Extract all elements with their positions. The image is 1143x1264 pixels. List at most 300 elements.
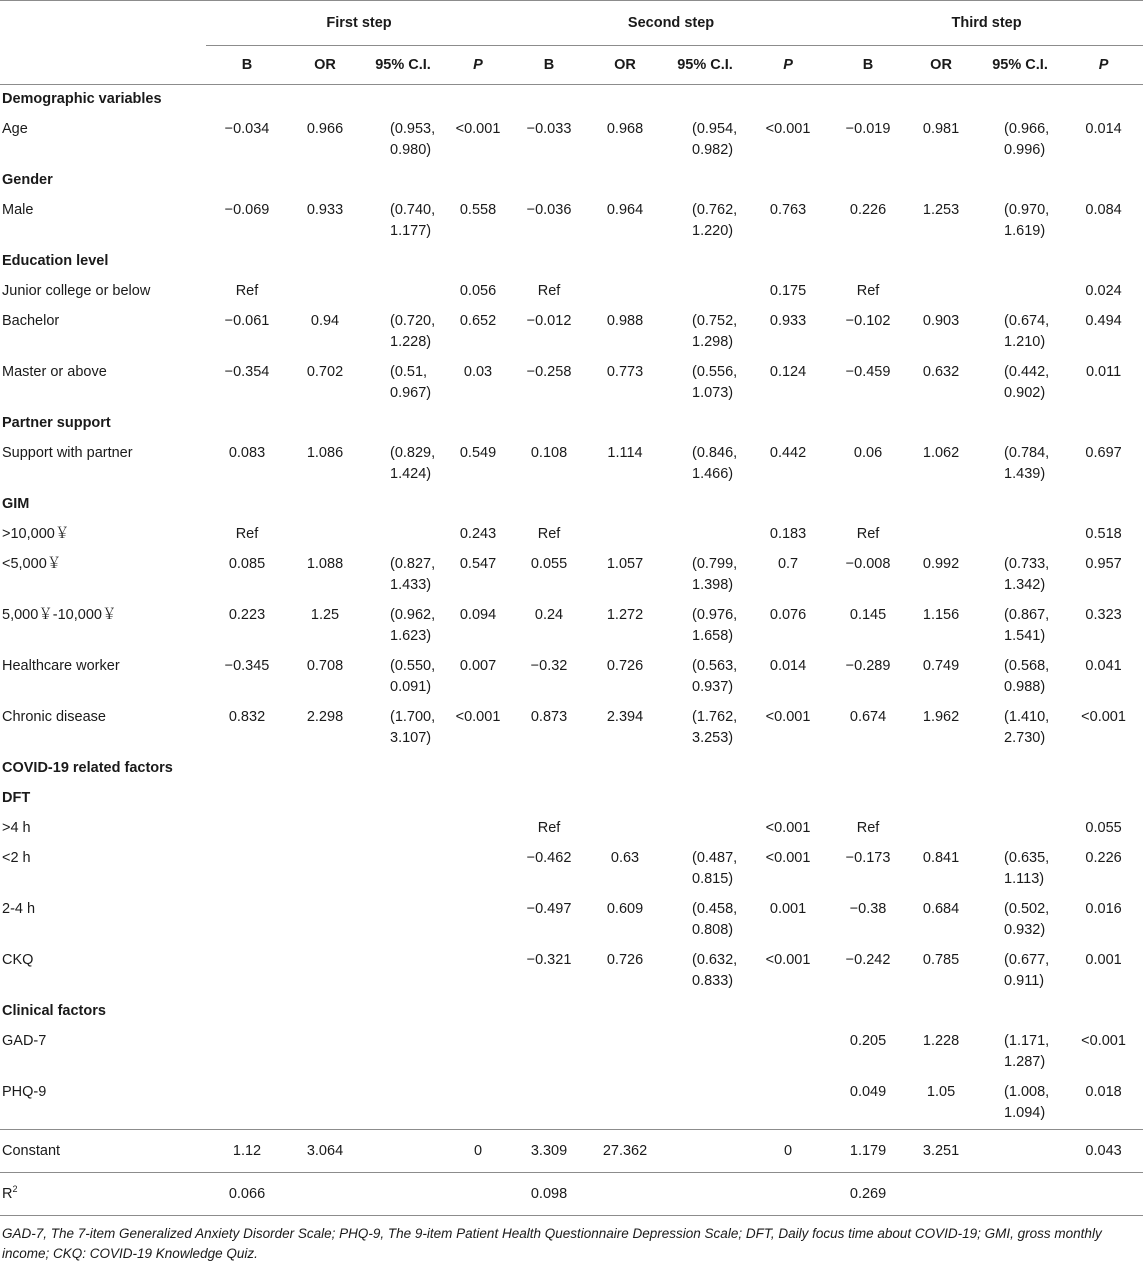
cell-ci — [976, 946, 1064, 997]
cell-ci — [362, 601, 444, 652]
cell-ci — [362, 844, 444, 895]
cell-p — [746, 1078, 830, 1130]
ci-upper: 0.937) — [692, 679, 734, 695]
cell-ci — [976, 1078, 1064, 1130]
cell-b — [206, 895, 288, 946]
row-label: >4 h — [2, 820, 31, 836]
col-header-or: OR — [288, 46, 362, 85]
row-label: CKQ — [2, 952, 34, 968]
ci-lower: (0.827, — [390, 556, 436, 572]
ci-upper: 1.177) — [390, 223, 432, 239]
cell-b: 0.226 — [849, 202, 887, 218]
cell-r-squared: 0.066 — [206, 1173, 288, 1216]
cell-or: 1.114 — [607, 445, 643, 461]
cell-or — [288, 1078, 362, 1130]
cell-ci — [976, 307, 1064, 358]
cell-p: 0.558 — [459, 202, 497, 218]
ci-upper: 3.253) — [692, 730, 734, 746]
corner-cell — [0, 1, 206, 46]
cell-or — [288, 844, 362, 895]
cell-or: 0.988 — [606, 313, 644, 329]
ci-lower: (0.846, — [692, 445, 738, 461]
cell-ci — [362, 358, 444, 409]
ci-lower: (0.799, — [692, 556, 738, 572]
cell-p: 0.007 — [459, 658, 497, 674]
ci-lower: (0.966, — [1004, 121, 1050, 137]
col-header-p: P — [1064, 46, 1143, 85]
cell-b: 1.179 — [830, 1130, 906, 1173]
cell-or: 3.251 — [906, 1130, 976, 1173]
ci-upper: 1.220) — [692, 223, 734, 239]
cell-or — [288, 895, 362, 946]
step-header-row — [0, 1, 1143, 46]
cell-or: 1.962 — [922, 709, 960, 725]
ci-upper: 1.424) — [390, 466, 432, 482]
cell-p: <0.001 — [765, 952, 811, 968]
cell-or — [288, 277, 362, 307]
cell-p — [444, 814, 512, 844]
row-label: Healthcare worker — [2, 658, 120, 674]
ci-lower: (0.762, — [692, 202, 738, 218]
cell-b: 0.108 — [530, 445, 568, 461]
cell-b: 0.055 — [530, 556, 568, 572]
cell-ci — [664, 196, 746, 247]
cell-ci — [976, 703, 1064, 754]
cell-b: −0.012 — [526, 313, 572, 329]
ci-upper: 1.619) — [1004, 223, 1046, 239]
section-heading: Partner support — [2, 415, 111, 431]
cell-ci — [976, 814, 1064, 844]
cell-ci — [664, 520, 746, 550]
cell-p: 0.014 — [1085, 121, 1122, 137]
cell-or: 0.726 — [606, 952, 644, 968]
column-header-row — [0, 46, 1143, 85]
ci-upper: 1.342) — [1004, 577, 1046, 593]
row-label: Chronic disease — [2, 709, 106, 725]
col-header-or: OR — [906, 46, 976, 85]
ci-lower: (0.677, — [1004, 952, 1050, 968]
table-row — [0, 601, 1143, 652]
ci-lower: (1.700, — [390, 709, 436, 725]
cell-b: 0.049 — [849, 1084, 887, 1100]
section-row — [0, 247, 1143, 277]
cell-b: Ref — [856, 526, 880, 542]
cell-or: 0.749 — [922, 658, 960, 674]
cell-b: Ref — [537, 283, 561, 299]
table-row — [0, 946, 1143, 997]
cell-p: 0.076 — [769, 607, 807, 623]
cell-ci — [362, 307, 444, 358]
ci-upper: 1.658) — [692, 628, 734, 644]
cell-p: 0.001 — [1085, 952, 1122, 968]
cell-ci — [362, 1130, 444, 1173]
cell-or: 1.272 — [606, 607, 644, 623]
cell-or: 0.684 — [922, 901, 960, 917]
cell-ci — [664, 895, 746, 946]
row-label: Constant — [0, 1130, 206, 1173]
cell-p: 0.763 — [769, 202, 807, 218]
cell-b — [206, 1078, 288, 1130]
cell-b: 0.083 — [228, 445, 266, 461]
cell-or — [586, 1027, 664, 1078]
section-row — [0, 997, 1143, 1027]
cell-ci — [976, 277, 1064, 307]
ci-upper: 1.466) — [692, 466, 734, 482]
cell-b: −0.354 — [224, 364, 270, 380]
table-row — [0, 358, 1143, 409]
cell-or: 0.968 — [606, 121, 644, 137]
cell-or: 0.785 — [922, 952, 960, 968]
ci-upper: 0.980) — [390, 142, 432, 158]
r-squared-row — [0, 1173, 1143, 1216]
cell-b: −0.462 — [526, 850, 572, 866]
cell-p: 0.957 — [1085, 556, 1122, 572]
section-row — [0, 166, 1143, 196]
row-label: Support with partner — [2, 445, 133, 461]
row-label: Bachelor — [2, 313, 60, 329]
col-header-ci: 95% C.I. — [362, 46, 444, 85]
cell-ci — [976, 550, 1064, 601]
cell-p: 0.001 — [769, 901, 807, 917]
table-row — [0, 439, 1143, 490]
ci-lower: (0.568, — [1004, 658, 1050, 674]
cell-or: 1.228 — [922, 1033, 960, 1049]
section-heading: Education level — [2, 253, 109, 269]
cell-or: 3.064 — [288, 1130, 362, 1173]
ci-lower: (0.51, — [390, 364, 428, 380]
cell-b: 0.145 — [849, 607, 887, 623]
row-label: PHQ-9 — [2, 1084, 47, 1100]
cell-or: 0.726 — [606, 658, 644, 674]
cell-b: 0.085 — [228, 556, 266, 572]
cell-ci — [976, 895, 1064, 946]
table-row — [0, 652, 1143, 703]
cell-or: 0.964 — [606, 202, 644, 218]
cell-p: 0.014 — [769, 658, 807, 674]
cell-or: 1.062 — [922, 445, 960, 461]
ci-upper: 1.113) — [1004, 871, 1045, 887]
ci-upper: 0.902) — [1004, 385, 1046, 401]
cell-p: 0.175 — [769, 283, 807, 299]
ci-lower: (0.442, — [1004, 364, 1050, 380]
cell-ci — [664, 601, 746, 652]
cell-or: 1.057 — [606, 556, 644, 572]
cell-p: 0.041 — [1085, 658, 1122, 674]
row-label: 2-4 h — [2, 901, 36, 917]
cell-or: 0.966 — [306, 121, 344, 137]
cell-p: 0.055 — [1085, 820, 1122, 836]
cell-b — [206, 844, 288, 895]
ci-lower: (0.502, — [1004, 901, 1050, 917]
cell-b: −0.033 — [526, 121, 572, 137]
cell-p: 0.018 — [1085, 1084, 1122, 1100]
cell-ci — [362, 1027, 444, 1078]
cell-ci — [664, 1027, 746, 1078]
cell-p: 0.697 — [1085, 445, 1122, 461]
cell-ci — [664, 439, 746, 490]
ci-upper: 0.988) — [1004, 679, 1046, 695]
cell-ci — [362, 652, 444, 703]
ci-upper: 1.439) — [1004, 466, 1046, 482]
ci-upper: 1.398) — [692, 577, 734, 593]
cell-p: 0.226 — [1085, 850, 1122, 866]
cell-p: 0.024 — [1085, 283, 1122, 299]
cell-b: −0.321 — [526, 952, 572, 968]
table-row — [0, 307, 1143, 358]
cell-or: 0.933 — [306, 202, 344, 218]
row-label: <2 h — [2, 850, 31, 866]
cell-p: 0.03 — [463, 364, 493, 380]
ci-lower: (0.976, — [692, 607, 738, 623]
ci-upper: 1.541) — [1004, 628, 1046, 644]
ci-lower: (0.829, — [390, 445, 436, 461]
cell-ci — [976, 439, 1064, 490]
cell-ci — [664, 115, 746, 166]
table-row — [0, 277, 1143, 307]
ci-lower: (0.962, — [390, 607, 436, 623]
cell-or: 2.298 — [306, 709, 344, 725]
cell-or — [906, 814, 976, 844]
ci-upper: 1.433) — [390, 577, 432, 593]
cell-or: 2.394 — [606, 709, 644, 725]
cell-b: Ref — [537, 820, 561, 836]
cell-or: 0.708 — [306, 658, 344, 674]
row-label: Junior college or below — [2, 283, 151, 299]
ci-lower: (0.556, — [692, 364, 738, 380]
ci-upper: 0.808) — [692, 922, 734, 938]
ci-lower: (0.953, — [390, 121, 436, 137]
ci-upper: 3.107) — [390, 730, 432, 746]
cell-b — [206, 946, 288, 997]
cell-ci — [362, 520, 444, 550]
ci-upper: 0.932) — [1004, 922, 1046, 938]
table-footnote: GAD-7, The 7-item Generalized Anxiety Disorder Scale; PHQ-9, The 9-item Patient Health Questionnaire Depression Scale; DFT, Daily focus time about COVID-19; GMI, gross monthly income; CKQ: COVID-19 Knowledge Quiz. — [2, 1226, 1102, 1261]
section-heading: Demographic variables — [2, 91, 162, 107]
cell-or: 0.94 — [310, 313, 340, 329]
cell-b: 0.06 — [853, 445, 883, 461]
section-heading: Gender — [2, 172, 53, 188]
cell-ci — [362, 946, 444, 997]
cell-or: 0.903 — [922, 313, 960, 329]
cell-or: 1.25 — [310, 607, 340, 623]
cell-ci — [976, 1130, 1064, 1173]
ci-lower: (0.674, — [1004, 313, 1050, 329]
section-heading: COVID-19 related factors — [2, 760, 173, 776]
cell-p: <0.001 — [765, 709, 811, 725]
ci-lower: (0.867, — [1004, 607, 1050, 623]
cell-b: −0.242 — [845, 952, 891, 968]
col-header-b: B — [512, 46, 586, 85]
cell-ci — [664, 550, 746, 601]
ci-lower: (1.410, — [1004, 709, 1050, 725]
table-body — [0, 85, 1143, 1216]
ci-upper: 0.091) — [390, 679, 432, 695]
cell-ci — [664, 1078, 746, 1130]
cell-ci — [664, 1130, 746, 1173]
cell-b: Ref — [856, 283, 880, 299]
cell-p: 0 — [444, 1130, 512, 1173]
row-label: Master or above — [2, 364, 107, 380]
cell-b: 0.873 — [530, 709, 568, 725]
cell-b: Ref — [537, 526, 561, 542]
cell-p: 0.011 — [1085, 364, 1122, 380]
ci-upper: 2.730) — [1004, 730, 1046, 746]
cell-b: 0.674 — [849, 709, 887, 725]
table-row — [0, 115, 1143, 166]
cell-ci — [664, 844, 746, 895]
cell-ci — [976, 115, 1064, 166]
ci-upper: 1.094) — [1004, 1105, 1046, 1121]
row-label: 5,000￥-10,000￥ — [2, 607, 117, 623]
col-header-or: OR — [586, 46, 664, 85]
cell-b: Ref — [235, 283, 259, 299]
cell-p: 0.652 — [459, 313, 497, 329]
cell-b: −0.061 — [224, 313, 270, 329]
ci-lower: (0.487, — [692, 850, 738, 866]
cell-or — [586, 1078, 664, 1130]
cell-p: 0.043 — [1064, 1130, 1143, 1173]
cell-p — [444, 1027, 512, 1078]
r-squared-sup: 2 — [12, 1183, 18, 1194]
row-label: <5,000￥ — [2, 556, 62, 572]
table-row — [0, 895, 1143, 946]
table-row — [0, 196, 1143, 247]
cell-p: 0.323 — [1085, 607, 1122, 623]
col-header-ci: 95% C.I. — [664, 46, 746, 85]
cell-b — [512, 1078, 586, 1130]
cell-or: 1.05 — [926, 1084, 956, 1100]
cell-ci — [976, 844, 1064, 895]
ci-lower: (0.733, — [1004, 556, 1050, 572]
cell-b: −0.019 — [845, 121, 891, 137]
ci-lower: (0.752, — [692, 313, 738, 329]
cell-b: −0.069 — [224, 202, 270, 218]
cell-r-squared: 0.269 — [830, 1173, 906, 1216]
ci-lower: (1.008, — [1004, 1084, 1050, 1100]
col-header-b: B — [206, 46, 288, 85]
col-header-p: P — [444, 46, 512, 85]
table-row — [0, 550, 1143, 601]
col-header-ci: 95% C.I. — [976, 46, 1064, 85]
col-header-p: P — [746, 46, 830, 85]
cell-b: 1.12 — [206, 1130, 288, 1173]
cell-or: 0.841 — [922, 850, 960, 866]
cell-or: 1.253 — [922, 202, 960, 218]
cell-ci — [362, 703, 444, 754]
cell-b: 0.832 — [228, 709, 266, 725]
table-row — [0, 703, 1143, 754]
cell-or: 0.609 — [606, 901, 644, 917]
cell-b: −0.459 — [845, 364, 891, 380]
table-row — [0, 1027, 1143, 1078]
table-row — [0, 520, 1143, 550]
cell-ci — [976, 196, 1064, 247]
cell-b: −0.289 — [845, 658, 891, 674]
step-header-first: First step — [206, 1, 512, 46]
cell-p: <0.001 — [455, 709, 501, 725]
ci-lower: (0.784, — [1004, 445, 1050, 461]
cell-p: 0.518 — [1085, 526, 1122, 542]
cell-or: 0.702 — [306, 364, 344, 380]
ci-upper: 0.996) — [1004, 142, 1046, 158]
ci-upper: 0.815) — [692, 871, 734, 887]
cell-p: <0.001 — [455, 121, 501, 137]
ci-upper: 0.967) — [390, 385, 432, 401]
cell-b — [512, 1027, 586, 1078]
cell-p: 0.084 — [1085, 202, 1122, 218]
ci-lower: (0.563, — [692, 658, 738, 674]
ci-lower: (0.970, — [1004, 202, 1050, 218]
cell-ci — [976, 652, 1064, 703]
cell-or: 0.992 — [922, 556, 960, 572]
cell-p: 0.547 — [459, 556, 497, 572]
cell-p — [444, 844, 512, 895]
table-row — [0, 844, 1143, 895]
ci-lower: (0.550, — [390, 658, 436, 674]
section-row — [0, 490, 1143, 520]
cell-or: 0.981 — [922, 121, 960, 137]
cell-b: −0.173 — [845, 850, 891, 866]
cell-p — [444, 895, 512, 946]
constant-row — [0, 1130, 1143, 1173]
cell-ci — [664, 946, 746, 997]
cell-p — [444, 1078, 512, 1130]
ci-upper: 0.833) — [692, 973, 734, 989]
cell-ci — [664, 277, 746, 307]
ci-lower: (0.720, — [390, 313, 436, 329]
cell-ci — [664, 814, 746, 844]
cell-p: 0.183 — [769, 526, 807, 542]
cell-p: 0.442 — [769, 445, 807, 461]
ci-lower: (1.762, — [692, 709, 738, 725]
col-header-b: B — [830, 46, 906, 85]
cell-p: 0.243 — [459, 526, 497, 542]
cell-ci — [664, 307, 746, 358]
row-label: >10,000￥ — [2, 526, 70, 542]
cell-ci — [362, 814, 444, 844]
section-heading: Clinical factors — [2, 1003, 106, 1019]
cell-p: 0.494 — [1085, 313, 1122, 329]
cell-r-squared: 0.098 — [512, 1173, 586, 1216]
cell-or: 27.362 — [586, 1130, 664, 1173]
ci-upper: 0.911) — [1004, 973, 1045, 989]
cell-b: −0.036 — [526, 202, 572, 218]
cell-or: 1.156 — [922, 607, 960, 623]
section-row — [0, 85, 1143, 116]
cell-p: 0.094 — [459, 607, 497, 623]
cell-b: −0.102 — [845, 313, 891, 329]
row-label — [0, 1173, 206, 1216]
cell-b: 0.205 — [849, 1033, 887, 1049]
cell-p: 0.124 — [769, 364, 807, 380]
cell-or — [288, 946, 362, 997]
ci-upper: 1.228) — [390, 334, 432, 350]
cell-b: 3.309 — [512, 1130, 586, 1173]
cell-p: 0.7 — [777, 556, 799, 572]
cell-ci — [362, 115, 444, 166]
cell-or: 0.773 — [606, 364, 644, 380]
cell-b: −0.258 — [526, 364, 572, 380]
cell-or — [586, 814, 664, 844]
cell-b: 0.223 — [228, 607, 266, 623]
cell-p: <0.001 — [1081, 1033, 1126, 1049]
cell-ci — [664, 652, 746, 703]
ci-lower: (0.954, — [692, 121, 738, 137]
section-row — [0, 784, 1143, 814]
ci-lower: (1.171, — [1004, 1033, 1050, 1049]
cell-b: −0.345 — [224, 658, 270, 674]
ci-upper: 1.073) — [692, 385, 734, 401]
